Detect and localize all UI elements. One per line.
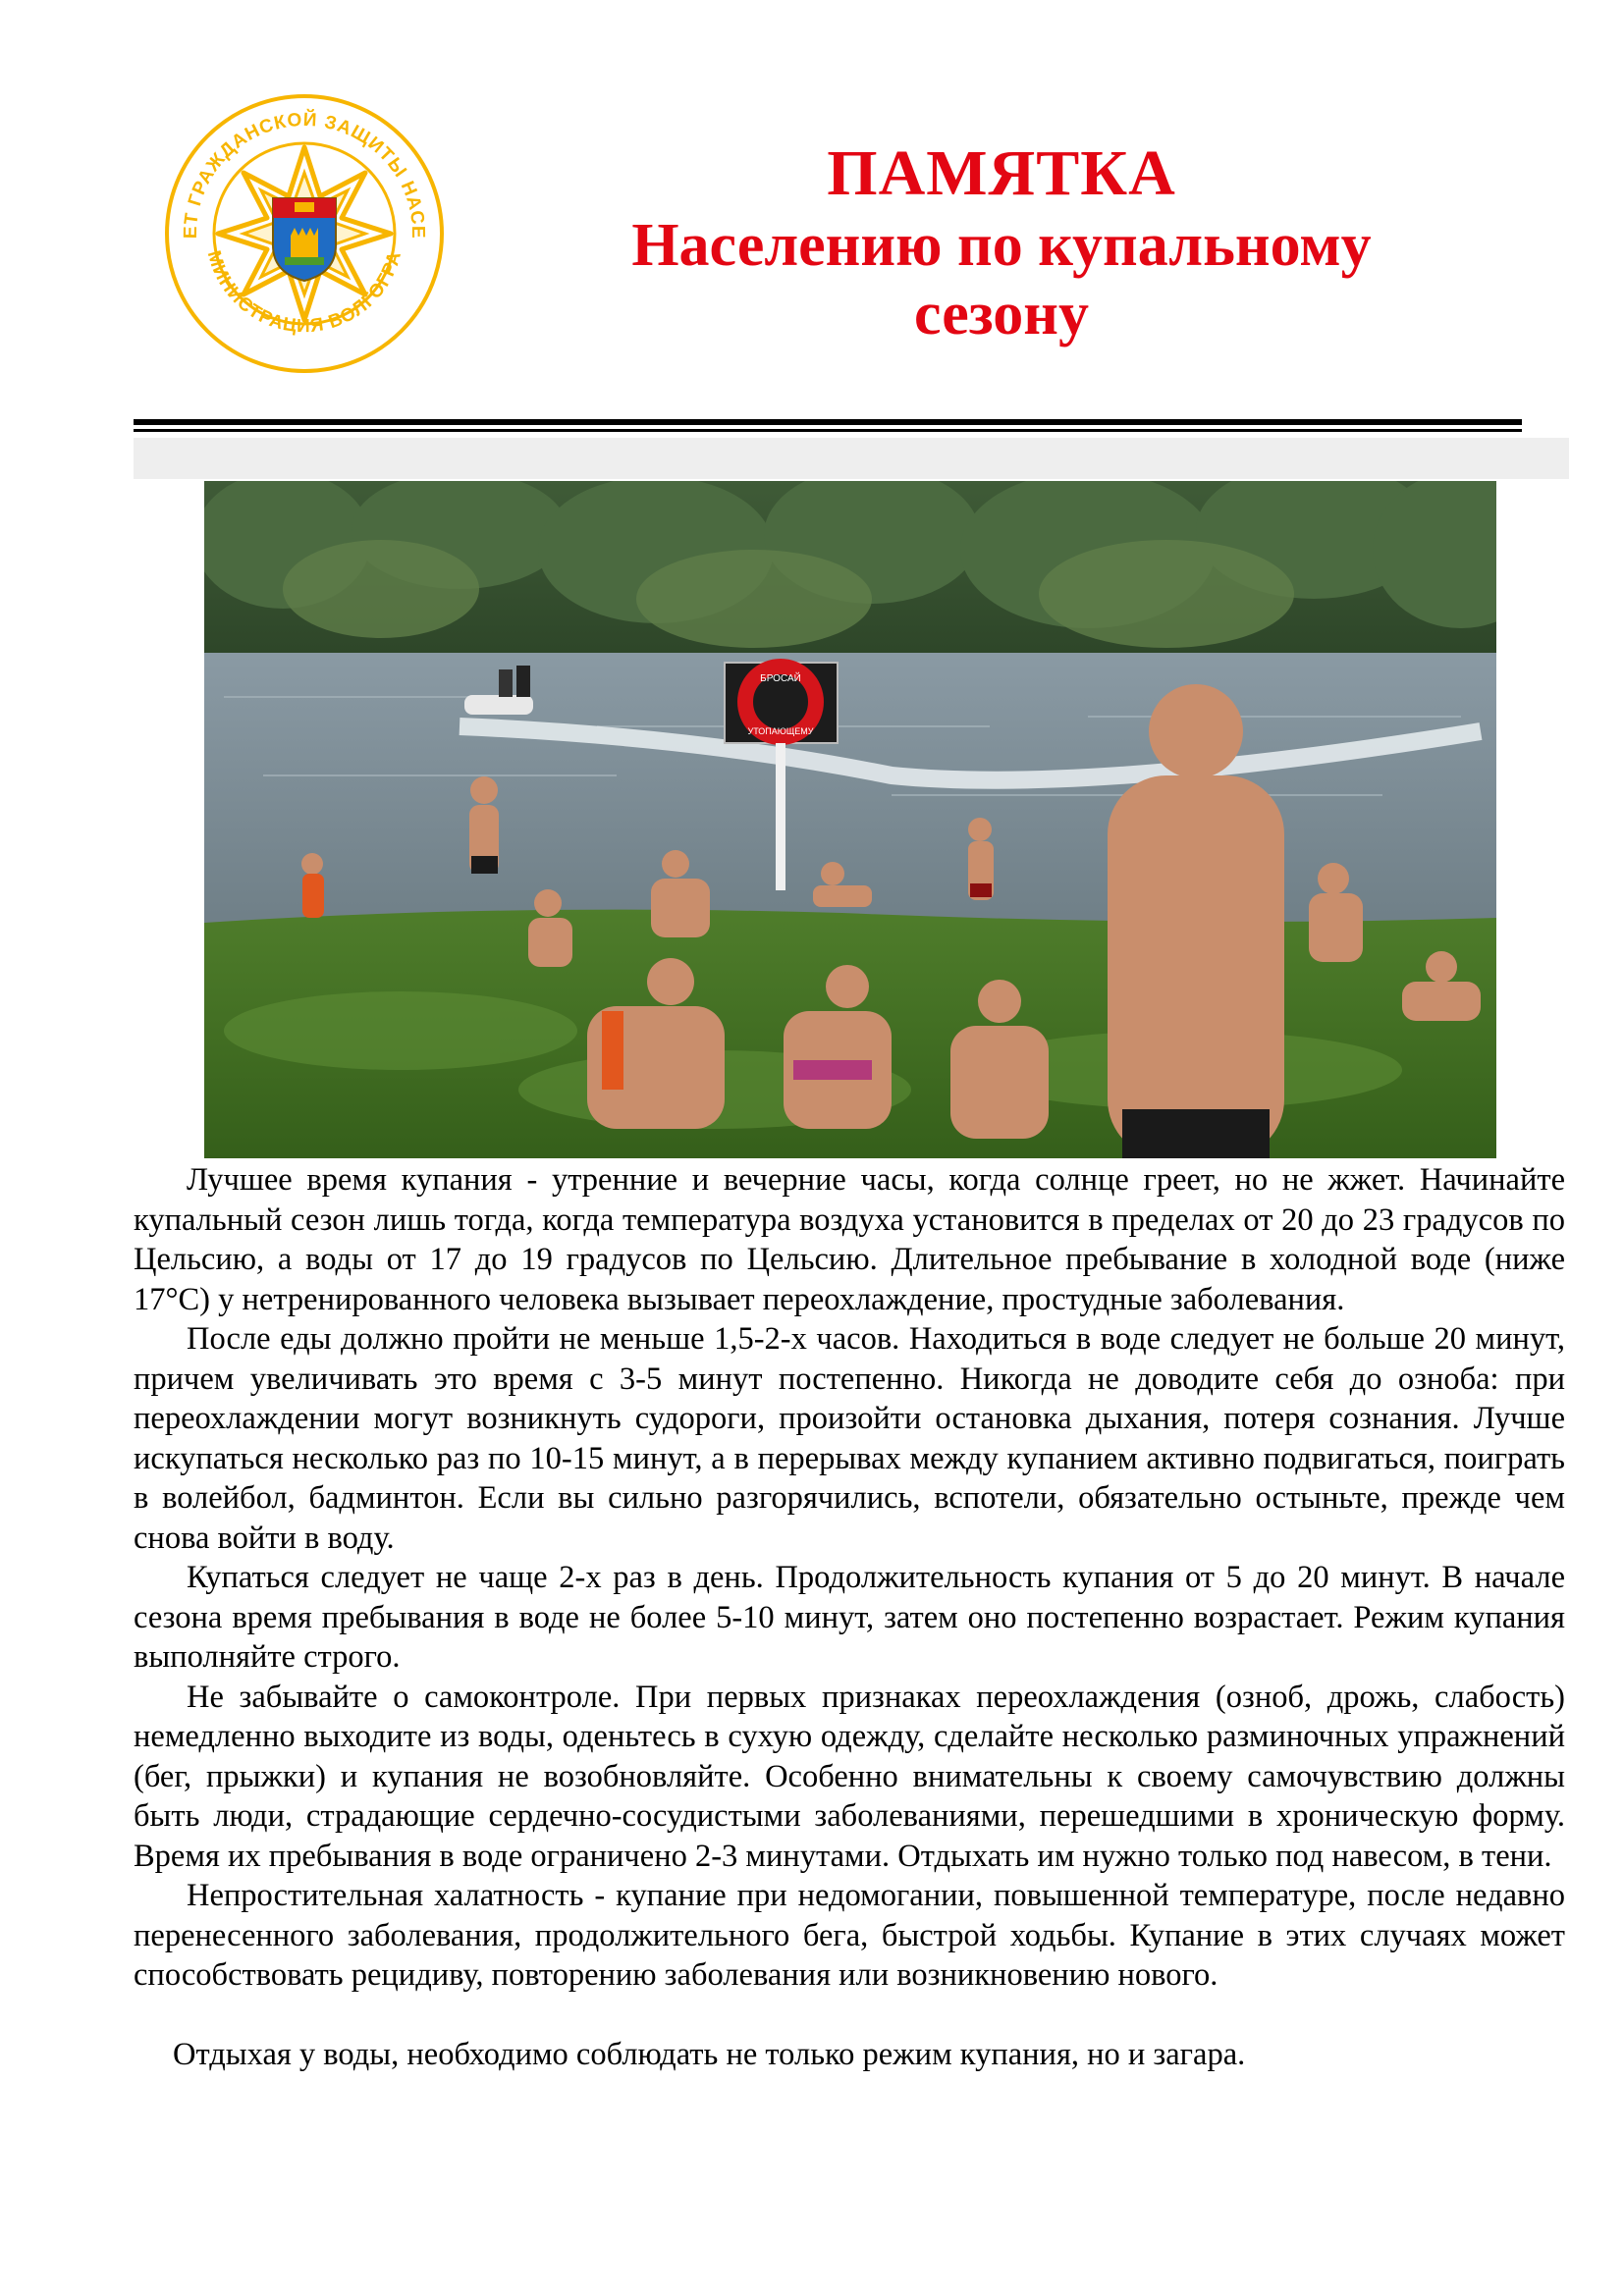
beach-river-photo: [204, 481, 1496, 1158]
paragraph-3: Купаться следует не чаще 2-х раз в день. Продолжительность купания от 5 до 20 минут. В начале сезона время пребывания в воде не более 5-10 минут, затем оно постепенно возрастает. Режим купания выполняйте строго.: [134, 1560, 1565, 1675]
paragraph-1: Лучшее время купания - утренние и вечерние часы, когда солнце греет, но не жжет. Начинайте купальный сезон лишь тогда, когда температура воздуха установится в пределах от 20 до 23 градусов по Цельсию, а воды от 17 до 19 градусов по Цельсию. Длительное пребывание в холодной воде (ниже 17°С) у нетренированного человека вызывает переохлаждение, простудные заболевания.: [134, 1162, 1565, 1317]
logo-ring-text-bottom: МИНИСТРАЦИЯ ВОЛГОГРА: [202, 247, 406, 338]
paragraph-4: Не забывайте о самоконтроле. При первых признаках переохлаждения (озноб, дрожь, слабость) немедленно выходите из воды, оденьтесь в сухую одежду, сделайте несколько разминочных упражнений (бег, прыжки) и купания не возобновляйте. Особенно внимательны к своему самочувствию должны быть люди, страдающие сердечно-сосудистыми заболеваниями, перешедшими в хроническую форму. Время их пребывания в воде ограничено 2-3 минутами. Отдыхать им нужно только под навесом, в тени.: [134, 1679, 1565, 1874]
title-text: ПАМЯТКА: [827, 137, 1176, 209]
emblem-logo: [157, 86, 452, 381]
buoy-text-top: БРОСАЙ: [760, 673, 801, 684]
paragraph-2: После еды должно пройти не меньше 1,5-2-х часов. Находиться в воде следует не больше 20 минут, причем увеличивать это время с 3-5 минут постепенно. Никогда не доводите себя до озноба: при переохлаждении могут возникнуть судороги, произойти остановка дыхания, потеря сознания. Лучше искупаться несколько раз по 10-15 минут, а в перерывах между купанием активно подвигаться, поиграть в волейбол, бадминтон. Если вы сильно разгорячились, вспотели, обязательно остыньте, прежде чем снова войти в воду.: [134, 1321, 1565, 1556]
paragraph-5: Непростительная халатность - купание при недомогании, повышенной температуре, после недавно перенесенного заболевания, продолжительного бега, быстрой ходьбы. Купание в этих случаях может способствовать рецидиву, повторению заболевания или возникновению нового.: [134, 1878, 1565, 1993]
divider-thin: [134, 429, 1522, 432]
paragraph-final: Отдыхая у воды, необходимо соблюдать не только режим купания, но и загара.: [173, 2036, 1246, 2072]
divider-thick: [134, 419, 1522, 425]
subtitle-line-1: Населению по купальному: [631, 211, 1372, 279]
article-body: [134, 1160, 1565, 2074]
subtitle-line-2: сезону: [913, 280, 1090, 347]
buoy-text-bottom: УТОПАЮЩЕМУ: [747, 726, 814, 736]
grey-band: [134, 438, 1569, 479]
page-title: [550, 137, 1453, 348]
emblem-star-shield-icon: [157, 86, 452, 381]
logo-ring-text-top: ЕТ ГРАЖДАНСКОЙ ЗАЩИТЫ НАСЕ: [180, 109, 429, 240]
